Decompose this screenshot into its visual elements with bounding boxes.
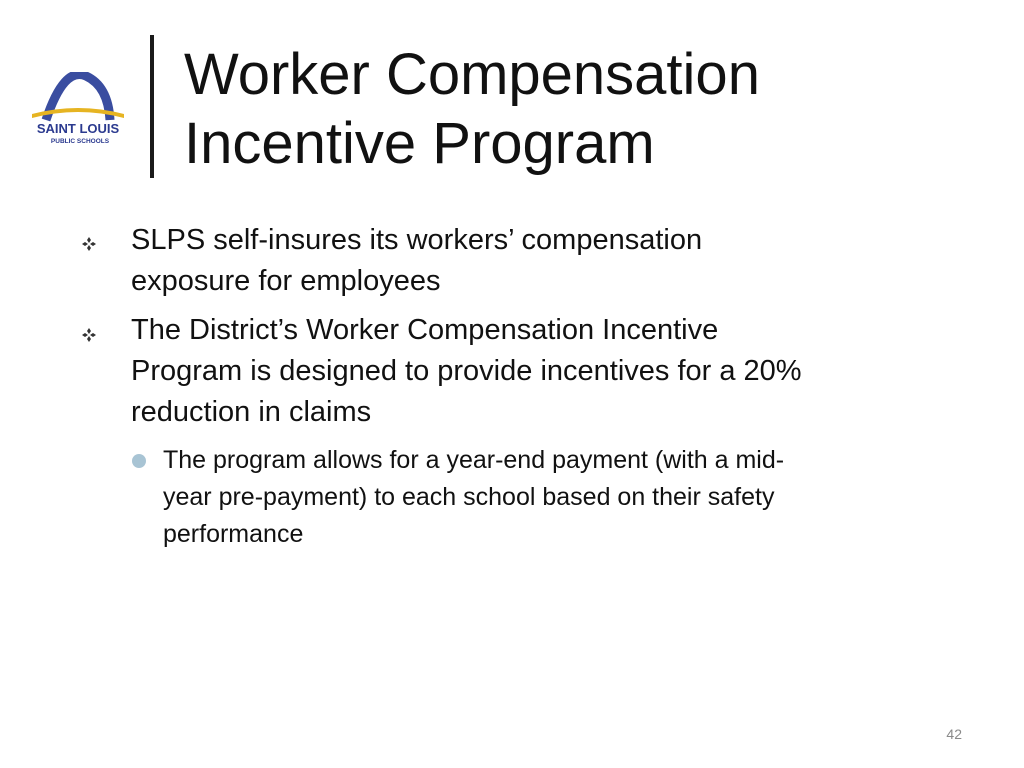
page-number: 42 xyxy=(946,726,962,742)
bullet-line: reduction in claims xyxy=(131,396,372,428)
bullet-line: The District’s Worker Compensation Incentive xyxy=(131,314,719,346)
bullet-item xyxy=(131,220,702,302)
arch-logo-icon xyxy=(28,72,128,152)
bullet-line: exposure for employees xyxy=(131,265,441,297)
slide-title-line2: Incentive Program xyxy=(184,111,655,176)
bullet-line: SLPS self-insures its workers’ compensation xyxy=(131,224,703,256)
slide-title-line1: Worker Compensation xyxy=(184,42,760,107)
sub-bullet-line: The program allows for a year-end payment (with a mid- xyxy=(163,446,785,474)
saint-louis-public-schools-logo xyxy=(28,72,128,152)
logo-name-line2: PUBLIC SCHOOLS xyxy=(50,138,110,145)
sub-bullet-line: performance xyxy=(163,520,304,548)
round-bullet-icon xyxy=(132,454,146,468)
diamond-bullet-icon xyxy=(82,328,96,342)
bullet-item xyxy=(131,310,802,433)
bullet-line: Program is designed to provide incentives for a 20% xyxy=(131,355,802,387)
title-divider-bar xyxy=(150,35,154,178)
sub-bullet-line: year pre-payment) to each school based on their safety xyxy=(163,483,775,511)
slide-title xyxy=(184,40,984,178)
logo-name-line1: SAINT LOUIS xyxy=(36,121,120,136)
sub-bullet-item xyxy=(163,442,784,553)
diamond-bullet-icon xyxy=(82,237,96,251)
